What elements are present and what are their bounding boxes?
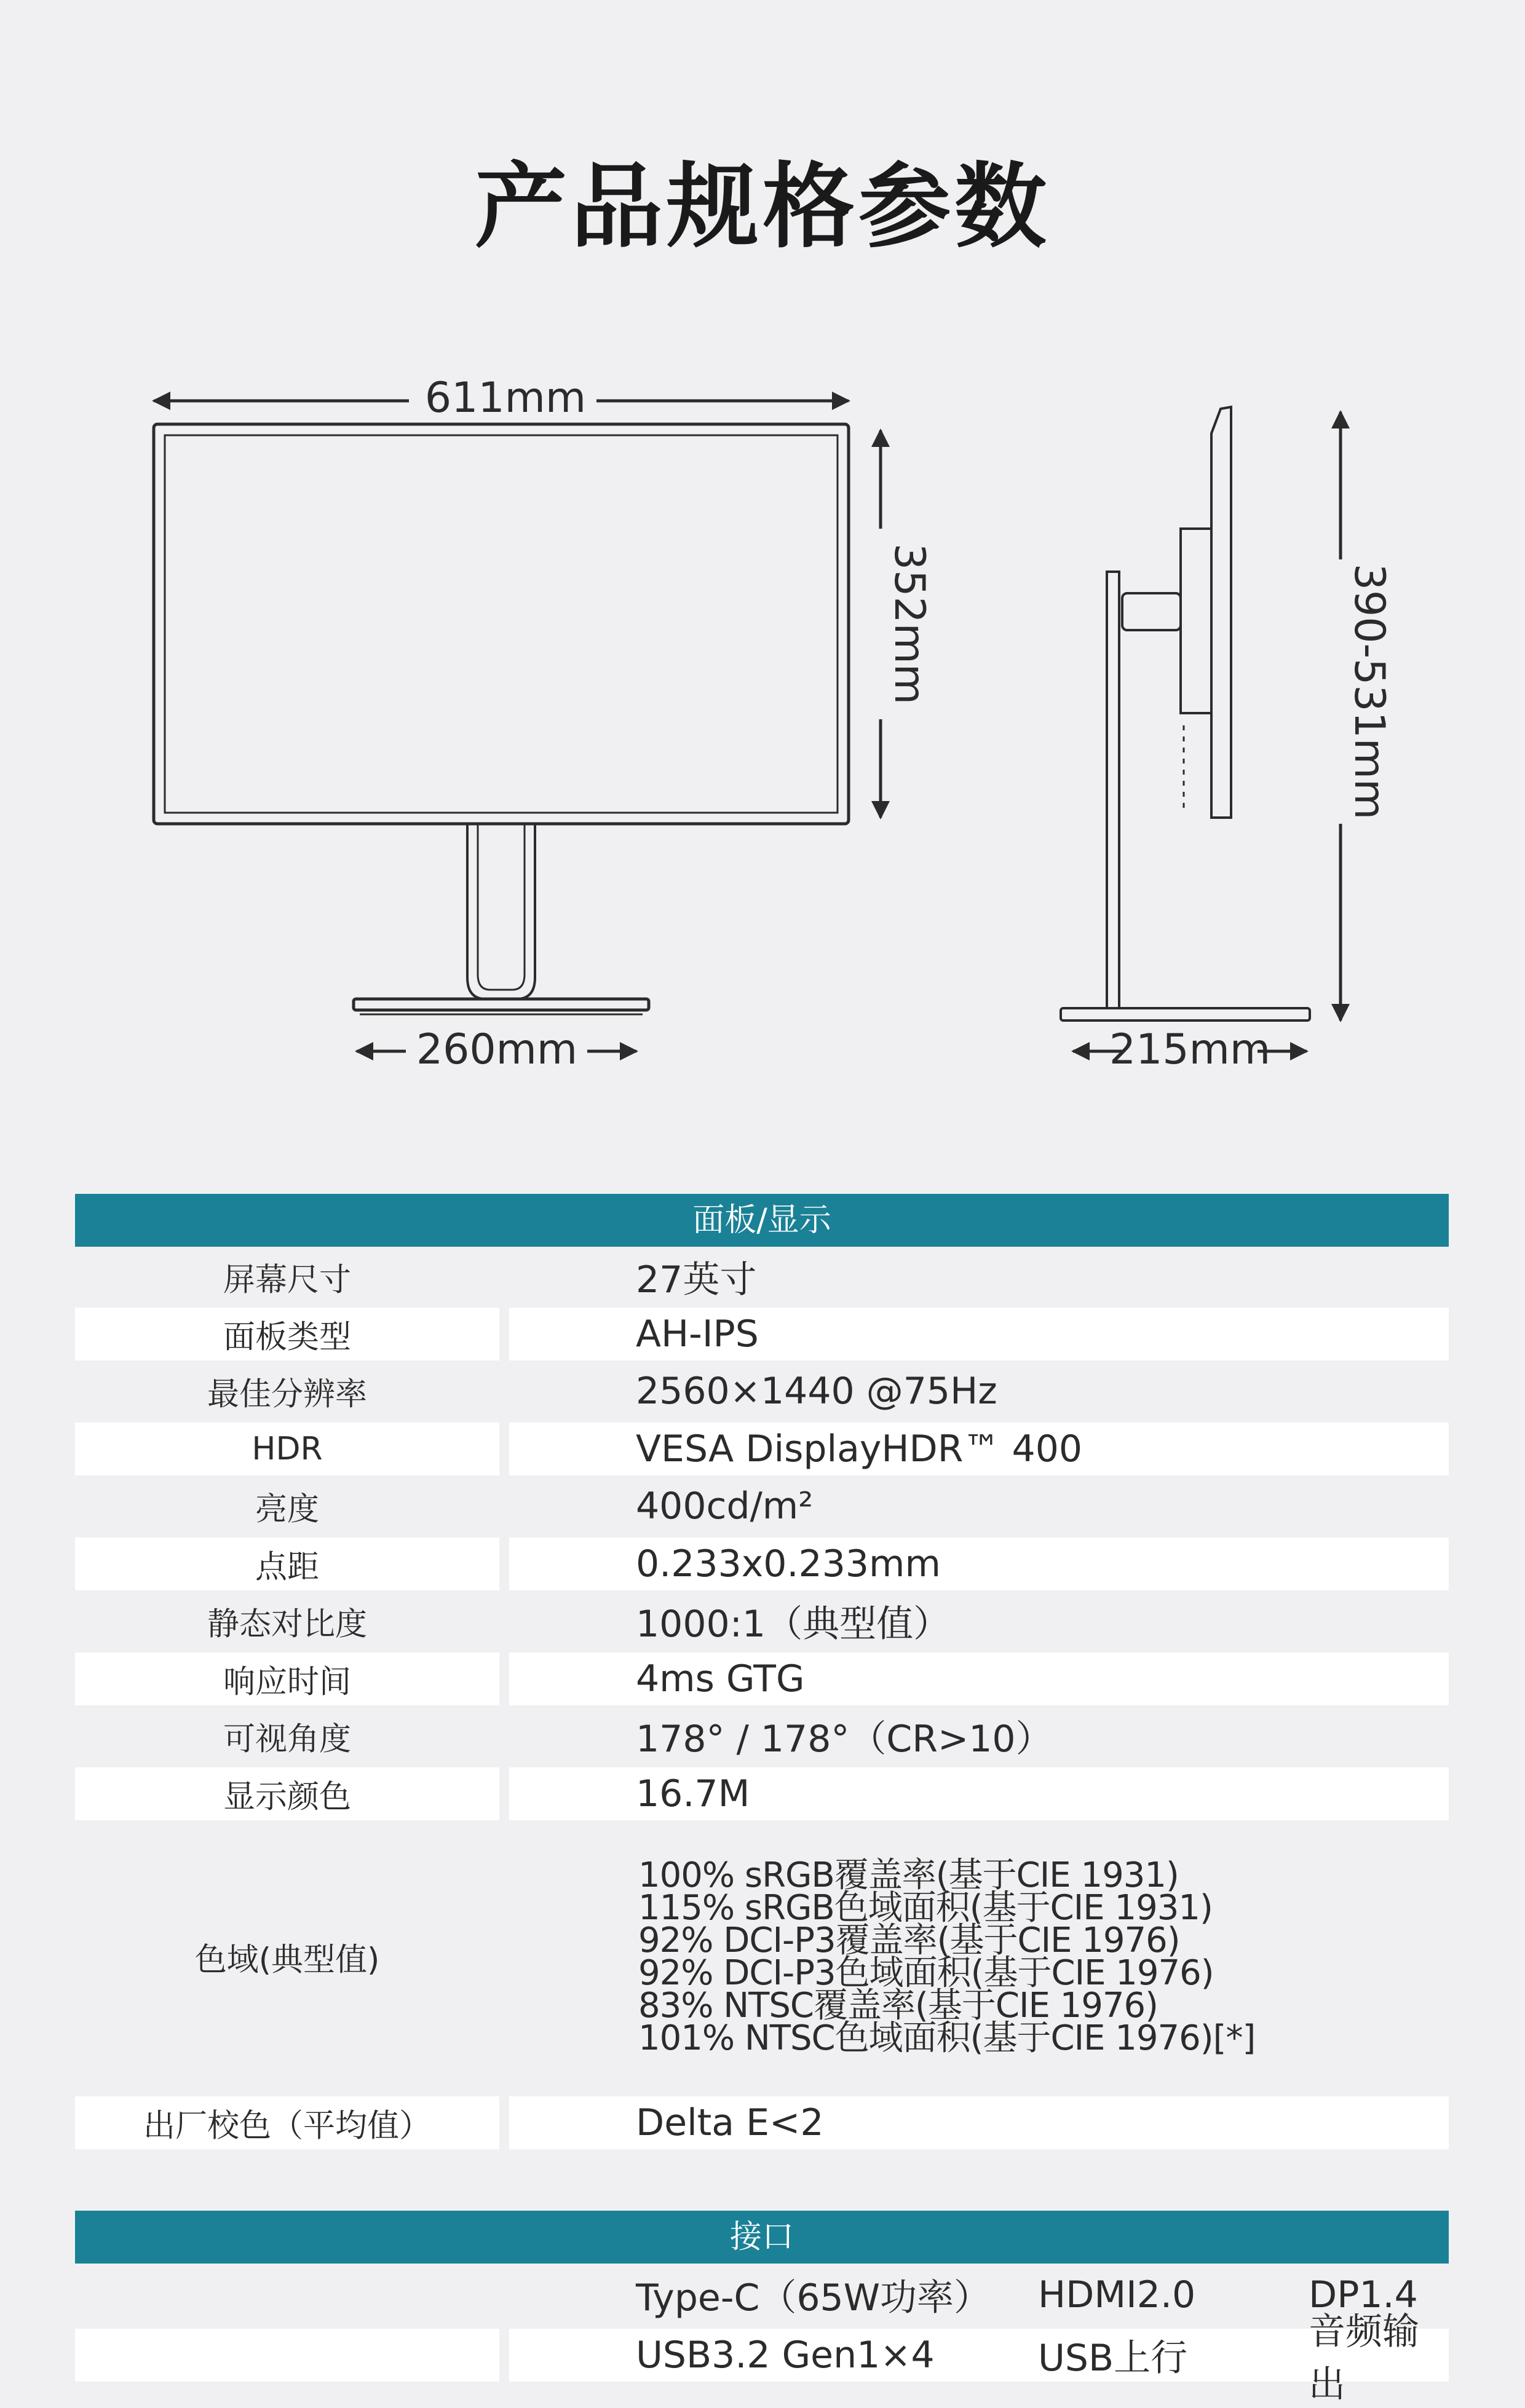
- gamut-line: 92% DCI-P3色域面积(基于CIE 1976): [638, 1953, 1214, 1993]
- spec-row-contrast: 静态对比度 1000:1（典型值）: [207, 1603, 951, 1646]
- gamut-line: 115% sRGB色域面积(基于CIE 1931): [638, 1888, 1213, 1928]
- front-view: [154, 424, 849, 1014]
- spec-row-display-colors: 显示颜色 16.7M: [75, 1767, 1449, 1820]
- height-range-label: 390-531mm: [1345, 563, 1393, 820]
- base-width-label: 260mm: [416, 1025, 578, 1074]
- spec-row-hdr: HDR VESA DisplayHDR™ 400: [75, 1423, 1449, 1475]
- spec-row-panel-type: 面板类型 AH-IPS: [75, 1308, 1449, 1360]
- interface-row-1: [75, 2268, 1449, 2321]
- monitor-dimension-diagram: [0, 344, 1525, 1082]
- spec-row-color-gamut: 色域(典型值) 100% sRGB覆盖率(基于CIE 1931) 115% sRGB色域面积(基于CIE 1931) 92% DCI-P3覆盖率(基于CIE 1976) 92% DCI-P3色域面积(基于CIE 1976) 83% NTSC覆盖率(基于CIE 1976) 101% NTSC色域面积(基于CIE 1976)[*]: [194, 1855, 1256, 2058]
- spec-row-resolution: 最佳分辨率 2560×1440 @75Hz: [207, 1370, 997, 1413]
- width-label: 611mm: [424, 374, 587, 422]
- spec-row-calibration: 出厂校色（平均值） Delta E<2: [75, 2096, 1449, 2149]
- spec-row-screen-size: 屏幕尺寸 27英寸: [223, 1258, 757, 1301]
- section-header-interface: 接口: [75, 2211, 1449, 2264]
- page-title: 产品规格参数: [474, 154, 1050, 261]
- gamut-line: 101% NTSC色域面积(基于CIE 1976)[*]: [638, 2018, 1256, 2058]
- height-label: 352mm: [885, 543, 933, 705]
- spec-row-pixel-pitch: 点距 0.233x0.233mm: [75, 1538, 1449, 1590]
- side-view: [1061, 407, 1310, 1020]
- port-audio-out: 音频输出: [1309, 2310, 1419, 2406]
- gamut-line: 83% NTSC覆盖率(基于CIE 1976): [638, 1986, 1159, 2026]
- port-dp: DP1.4: [1309, 2273, 1418, 2316]
- spec-row-brightness: 亮度 400cd/m²: [255, 1485, 814, 1528]
- gamut-line: 100% sRGB覆盖率(基于CIE 1931): [638, 1855, 1179, 1895]
- section-header-panel: 面板/显示: [75, 1194, 1449, 1247]
- interface-row-2: [75, 2310, 1449, 2406]
- port-type-c: Type-C（65W功率）: [636, 2276, 991, 2319]
- gamut-list: [638, 1855, 1256, 2058]
- gamut-line: 92% DCI-P3覆盖率(基于CIE 1976): [638, 1920, 1180, 1960]
- base-depth-label: 215mm: [1109, 1025, 1271, 1074]
- port-hdmi: HDMI2.0: [1038, 2273, 1196, 2316]
- spec-row-viewing-angle: 可视角度 178° / 178°（CR>10）: [223, 1718, 1053, 1761]
- spec-row-response-time: 响应时间 4ms GTG: [75, 1652, 1449, 1705]
- port-usb-upstream: USB上行: [1038, 2337, 1188, 2380]
- port-usb: USB3.2 Gen1×4: [636, 2334, 935, 2377]
